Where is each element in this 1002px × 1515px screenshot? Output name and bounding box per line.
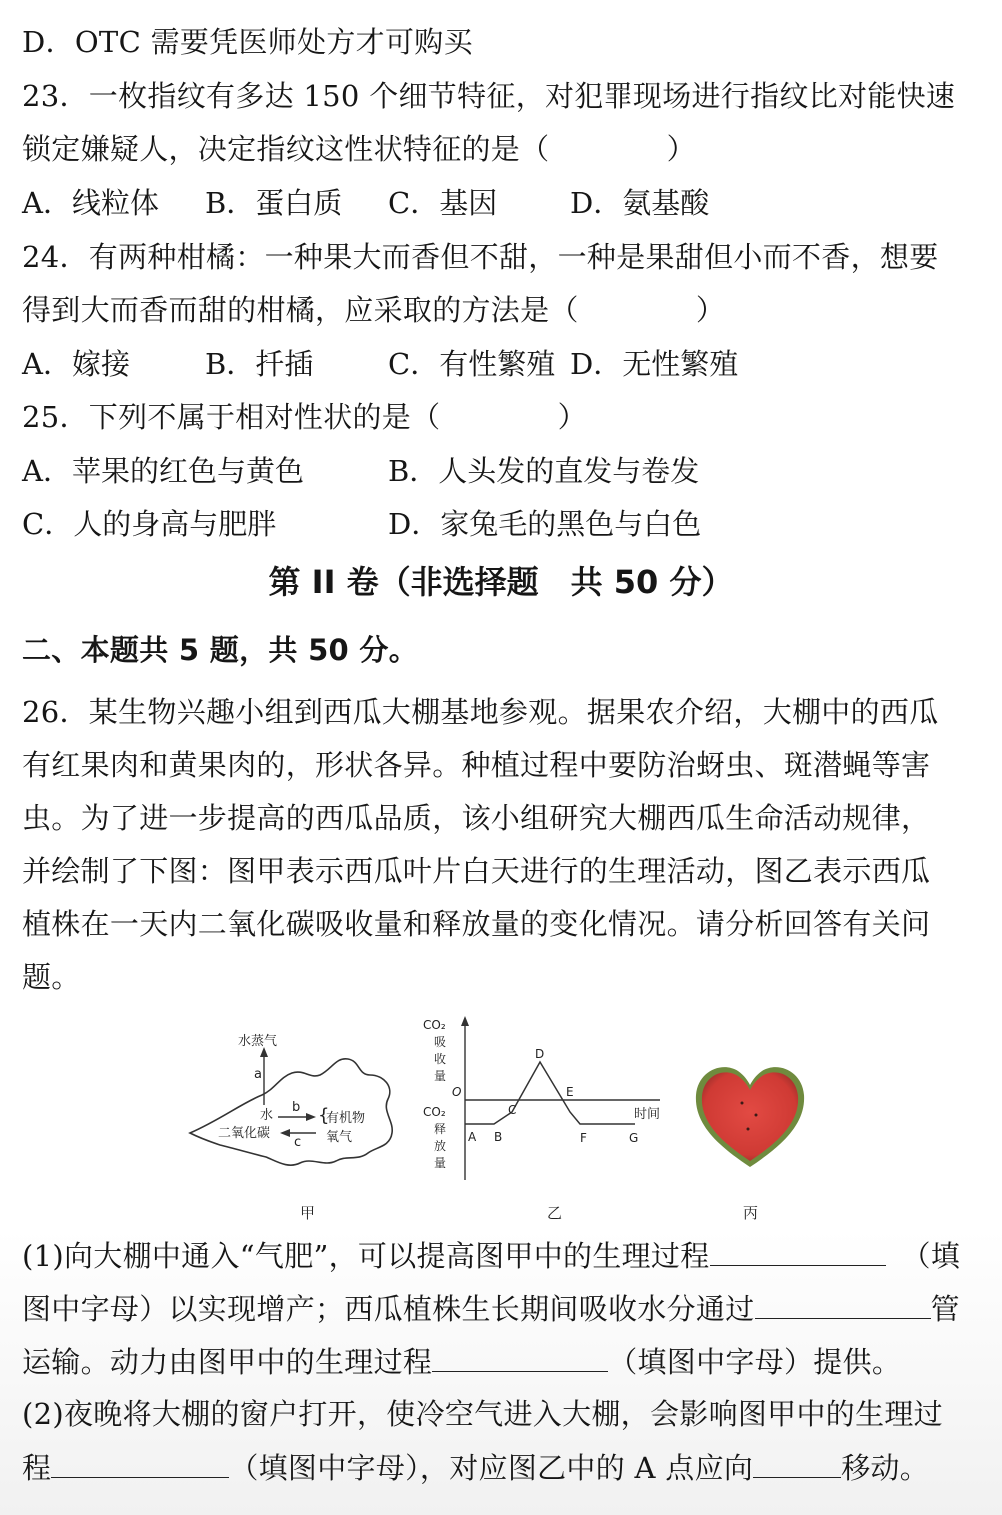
point-a-label: A [468,1130,477,1144]
label-oxygen: 氧气 [326,1130,353,1145]
q22-option-d: D．OTC 需要凭医师处方才可购买 [22,25,473,59]
point-e-label: E [566,1085,574,1099]
label-c: c [294,1135,302,1150]
q26-stem-line6: 题。 [22,960,81,994]
figure-jia-leaf-diagram [180,1025,410,1175]
q25-option-a: A．苹果的红色与黄色 [22,454,304,488]
arrow-b-head [306,1113,316,1121]
answer-blank-5[interactable] [753,1449,841,1478]
q23-option-c: C．基因 [388,186,498,220]
y-bottom-label-co2: CO₂ [423,1105,446,1119]
q26-stem-line4: 并绘制了下图：图甲表示西瓜叶片白天进行的生理活动，图乙表示西瓜 [22,854,931,888]
q26-sub1-line2 [22,1290,960,1327]
q24-option-c: C．有性繁殖 [388,347,556,381]
label-water: 水 [260,1108,274,1123]
part2-heading: 二、本题共 5 题，共 50 分。 [22,633,419,667]
x-axis-label: 时间 [634,1107,661,1122]
q26-sub1-text-b: （填 [901,1239,961,1273]
q26-sub1-text-d: 管 [930,1292,960,1326]
q26-sub1-line3 [22,1343,901,1380]
q26-sub2-line1: (2)夜晚将大棚的窗户打开，使冷空气进入大棚，会影响图甲中的生理过 [22,1397,943,1431]
label-organic: 有机物 [326,1111,366,1126]
label-water-vapor: 水蒸气 [238,1034,278,1049]
q26-sub1-text-e: 运输。动力由图甲中的生理过程 [22,1345,433,1379]
y-bottom-label-2: 放 [434,1139,447,1153]
q23-option-d: D．氨基酸 [570,186,710,220]
point-c-label: C [508,1103,517,1117]
arrow-c-head [280,1129,290,1137]
q24-stem-line1: 24．有两种柑橘：一种果大而香但不甜，一种是果甜但小而不香，想要 [22,240,939,274]
label-a: a [254,1067,262,1082]
y-axis-arrow [461,1016,469,1026]
section-title: 第 II 卷（非选择题 共 50 分） [268,563,734,601]
q26-sub2-text-c: （填图中字母），对应图乙中的 A 点应向 [229,1451,754,1485]
figure-yi-co2-graph [420,1012,680,1187]
figure-bing-caption: 丙 [743,1204,759,1222]
point-d-label: D [535,1047,545,1061]
watermelon-seed [741,1102,744,1105]
q23-option-b: B．蛋白质 [205,186,343,220]
point-f-label: F [580,1131,587,1145]
watermelon-seed [747,1128,750,1131]
q26-sub1-text-a: (1)向大棚中通入“气肥”，可以提高图甲中的生理过程 [22,1239,710,1273]
origin-label: O [452,1085,462,1099]
y-top-label-co2: CO₂ [423,1018,446,1032]
watermelon-seed [755,1114,758,1117]
q24-stem-line2: 得到大而香而甜的柑橘，应采取的方法是（ ） [22,293,726,327]
y-top-label-2: 收 [434,1052,447,1066]
label-b: b [292,1100,301,1115]
brace: { [318,1105,330,1126]
q24-option-a: A．嫁接 [22,347,130,381]
q26-sub1-text-c: 图中字母）以实现增产；西瓜植株生长期间吸收水分通过 [22,1292,755,1326]
q23-stem-line2: 锁定嫌疑人，决定指纹这性状特征的是（ ） [22,132,696,166]
q26-stem-line5: 植株在一天内二氧化碳吸收量和释放量的变化情况。请分析回答有关问 [22,907,931,941]
answer-blank-3[interactable] [432,1343,608,1372]
q26-sub2-text-b: 程 [22,1451,52,1485]
q26-sub2-text-d: 移动。 [841,1451,930,1485]
co2-curve [465,1062,635,1124]
q23-stem-line1: 23．一枚指纹有多达 150 个细节特征，对犯罪现场进行指纹比对能快速 [22,79,956,113]
point-b-label: B [494,1130,503,1144]
q23-option-a: A．线粒体 [22,186,159,220]
answer-blank-4[interactable] [51,1449,229,1478]
q24-option-d: D．无性繁殖 [570,347,739,381]
q25-option-d: D．家兔毛的黑色与白色 [388,507,702,541]
answer-blank-1[interactable] [710,1237,886,1266]
figure-bing-watermelon [690,1055,810,1173]
y-bottom-label-1: 释 [434,1122,447,1136]
point-g-label: G [629,1131,639,1145]
y-top-label-3: 量 [434,1069,447,1083]
q25-option-b: B．人头发的直发与卷发 [388,454,700,488]
q26-stem-line2: 有红果肉和黄果肉的，形状各异。种植过程中要防治蚜虫、斑潜蝇等害 [22,748,931,782]
q26-sub1-line1 [22,1237,960,1274]
answer-blank-2[interactable] [755,1290,931,1319]
q26-stem-line3: 虫。为了进一步提高的西瓜品质，该小组研究大棚西瓜生命活动规律， [22,801,931,835]
q25-option-c: C．人的身高与肥胖 [22,507,277,541]
q25-stem: 25．下列不属于相对性状的是（ ） [22,400,587,434]
y-top-label-1: 吸 [434,1035,447,1049]
q26-stem-line1: 26．某生物兴趣小组到西瓜大棚基地参观。据果农介绍，大棚中的西瓜 [22,695,939,729]
q26-sub2-line2 [22,1449,929,1486]
label-co2: 二氧化碳 [218,1126,271,1141]
y-bottom-label-3: 量 [434,1156,447,1170]
figure-jia-caption: 甲 [300,1204,316,1222]
figure-yi-caption: 乙 [547,1204,563,1222]
q24-option-b: B．扦插 [205,347,314,381]
q26-sub1-text-f: （填图中字母）提供。 [608,1345,902,1379]
